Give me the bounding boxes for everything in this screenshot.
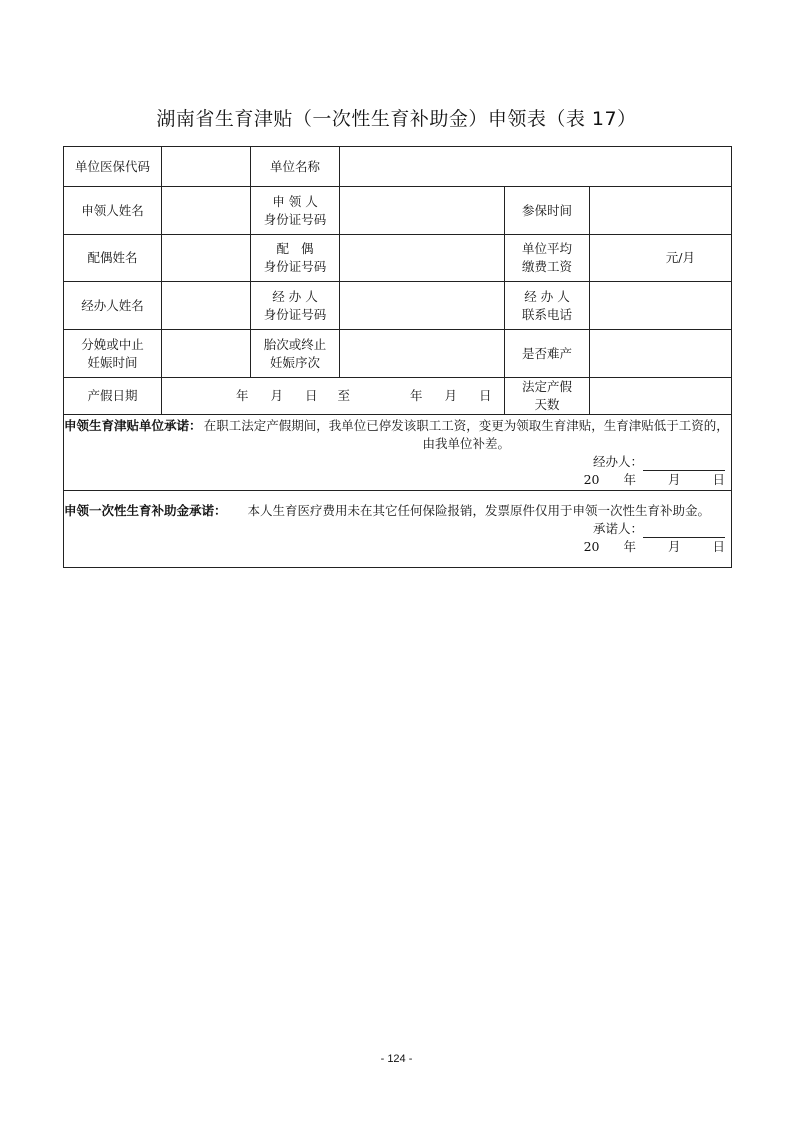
form-title: 湖南省生育津贴（一次性生育补助金）申领表（表 17） (156, 108, 637, 130)
personal-pledge-year: 20 (583, 539, 600, 554)
personal-pledge-signature (64, 520, 731, 538)
unit-pledge-year-char: 年 (623, 471, 636, 487)
unit-name-label: 单位名称 (251, 147, 340, 187)
handler-id-label (251, 282, 340, 330)
unit-pledge-day-char: 日 (712, 471, 726, 487)
handler-id-field[interactable] (340, 282, 505, 330)
form-row (64, 491, 732, 568)
form-row (64, 378, 732, 415)
avg-wage-field[interactable] (590, 235, 732, 282)
birth-time-label-line2: 妊娠时间 (87, 354, 138, 370)
leave-to: 至 (337, 388, 351, 403)
leave-start-month: 月 (270, 388, 284, 403)
personal-pledge-year-char: 年 (623, 539, 636, 554)
leave-start-day: 日 (305, 388, 318, 403)
personal-pledge-date (64, 538, 731, 556)
applicant-id-label (251, 187, 340, 235)
birth-order-label-line1: 胎次或终止 (263, 336, 327, 352)
leave-date-field[interactable] (162, 378, 505, 415)
avg-wage-label (505, 235, 590, 282)
birth-time-label (64, 330, 162, 378)
avg-wage-label-line1: 单位平均 (521, 241, 572, 256)
handler-phone-label (505, 282, 590, 330)
personal-pledge-heading: 申领一次性生育补助金承诺： (64, 503, 227, 518)
pledger-signature-line[interactable] (643, 523, 725, 538)
applicant-name-label: 申领人姓名 (64, 187, 162, 235)
form-row (64, 330, 732, 378)
spouse-id-label (251, 235, 340, 282)
dystocia-label: 是否难产 (505, 330, 590, 378)
handler-id-label-line1: 经 办 人 (272, 288, 318, 304)
unit-pledge-signature (64, 453, 731, 471)
legal-leave-label-line2: 天数 (534, 397, 560, 412)
unit-pledge (64, 415, 732, 491)
unit-pledge-body: 在职工法定产假期间，我单位已停发该职工工资，变更为领取生育津贴，生育津贴低于工资的，由我单位补差。 (203, 417, 729, 451)
personal-pledge-text (64, 502, 731, 520)
handler-phone-field[interactable] (590, 282, 732, 330)
unit-pledge-date (64, 471, 731, 489)
handler-phone-label-line1: 经 办 人 (524, 288, 570, 304)
form-row (64, 415, 732, 491)
form-row (64, 187, 732, 235)
birth-time-label-line1: 分娩或中止 (81, 336, 144, 352)
handler-id-label-line2: 身份证号码 (263, 306, 327, 322)
pledger-signature-label: 承诺人： (593, 521, 644, 536)
applicant-id-label-line2: 身份证号码 (263, 211, 327, 227)
spouse-id-label-line2: 身份证号码 (263, 259, 327, 274)
dystocia-field[interactable] (590, 330, 732, 378)
unit-code-field[interactable] (162, 147, 251, 187)
handler-signature-line[interactable] (643, 456, 725, 471)
form-row (64, 147, 732, 187)
unit-name-field[interactable] (340, 147, 732, 187)
spouse-name-label: 配偶姓名 (64, 235, 162, 282)
birth-order-label-line2: 妊娠序次 (269, 354, 320, 370)
spouse-id-label-line1: 配 偶 (276, 241, 314, 256)
birth-time-field[interactable] (162, 330, 251, 378)
legal-leave-label-line1: 法定产假 (521, 379, 572, 394)
unit-pledge-year: 20 (583, 471, 600, 487)
personal-pledge-month-char: 月 (667, 539, 681, 554)
applicant-name-field[interactable] (162, 187, 251, 235)
spouse-id-field[interactable] (340, 235, 505, 282)
applicant-id-field[interactable] (340, 187, 505, 235)
form-row (64, 235, 732, 282)
unit-pledge-month-char: 月 (667, 471, 681, 487)
application-form-table (63, 146, 732, 568)
leave-end-month: 月 (444, 388, 458, 403)
avg-wage-unit: 元/月 (665, 250, 696, 265)
insured-time-label: 参保时间 (505, 187, 590, 235)
handler-name-field[interactable] (162, 282, 251, 330)
birth-order-field[interactable] (340, 330, 505, 378)
applicant-id-label-line1: 申 领 人 (272, 193, 318, 209)
unit-code-label: 单位医保代码 (64, 147, 162, 187)
handler-signature-label: 经办人： (593, 453, 644, 469)
personal-pledge-body: 本人生育医疗费用未在其它任何保险报销，发票原件仅用于申领一次性生育补助金。 (247, 503, 711, 518)
birth-order-label (251, 330, 340, 378)
legal-leave-label (505, 378, 590, 415)
form-row (64, 282, 732, 330)
handler-name-label: 经办人姓名 (64, 282, 162, 330)
unit-pledge-text (64, 417, 731, 453)
insured-time-field[interactable] (590, 187, 732, 235)
spouse-name-field[interactable] (162, 235, 251, 282)
unit-pledge-heading: 申领生育津贴单位承诺： (64, 417, 202, 433)
legal-leave-field[interactable] (590, 378, 732, 415)
avg-wage-label-line2: 缴费工资 (521, 259, 572, 274)
personal-pledge-day-char: 日 (712, 539, 726, 554)
handler-phone-label-line2: 联系电话 (521, 306, 572, 322)
page-number: - 124 - (380, 1053, 413, 1065)
leave-start-year: 年 (236, 388, 249, 403)
leave-end-year: 年 (410, 388, 423, 403)
leave-date-label: 产假日期 (64, 378, 162, 415)
personal-pledge (64, 491, 732, 568)
leave-end-day: 日 (479, 388, 492, 403)
